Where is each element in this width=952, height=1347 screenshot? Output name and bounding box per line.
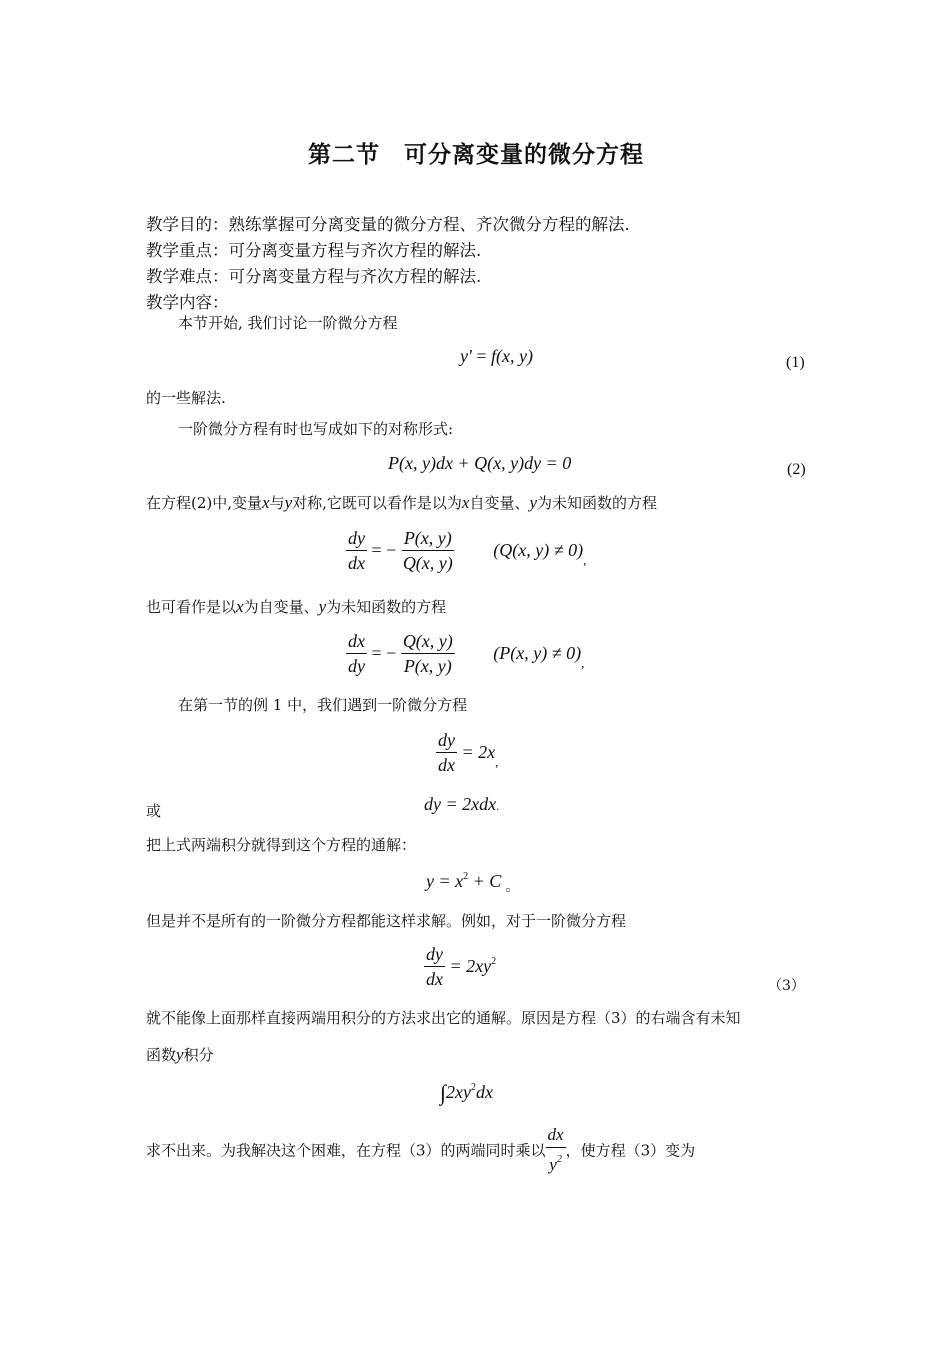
comma: , xyxy=(583,552,587,568)
para4-e: 为未知函数的方程 xyxy=(537,494,658,512)
fraction-q-over-p xyxy=(401,630,455,677)
exponent: 2 xyxy=(556,1154,562,1165)
teaching-difficult-points: 教学难点：可分离变量方程与齐次方程的解法. xyxy=(146,267,482,286)
paragraph-intro: 本节开始, 我们讨论一阶微分方程 xyxy=(178,314,398,332)
fraction-dy-dx xyxy=(436,729,457,776)
equation-dydx xyxy=(346,527,586,574)
fraction-dx-over-y2 xyxy=(546,1124,566,1176)
sol-b: + C xyxy=(468,871,502,891)
eq1-equals: = xyxy=(471,346,491,366)
numerator: dy xyxy=(436,729,457,753)
integral-sign: ∫ xyxy=(440,1080,447,1105)
or-word: 或 xyxy=(146,802,162,820)
para4-d: 自变量、 xyxy=(469,494,530,512)
denominator: dx xyxy=(438,755,455,775)
var-y: y xyxy=(529,493,538,512)
denominator: dx xyxy=(426,969,443,989)
denominator: P(x, y) xyxy=(403,656,452,676)
numerator: dy xyxy=(424,943,445,967)
numerator: dx xyxy=(346,630,367,654)
period: 。 xyxy=(505,880,520,895)
equation-example-1b xyxy=(424,794,499,815)
para10-a: 函数 xyxy=(146,1046,177,1064)
teaching-key-points: 教学重点：可分离变量方程与齐次方程的解法. xyxy=(146,241,482,260)
equation-2: P(x, y)dx + Q(x, y)dy = 0 xyxy=(388,453,572,473)
var-y: y xyxy=(176,1045,184,1064)
page-title: 第二节 可分离变量的微分方程 xyxy=(308,142,644,168)
para5-b: 为自变量、 xyxy=(243,598,319,616)
equation-number-3: （3） xyxy=(768,978,805,994)
denominator: y xyxy=(549,1155,557,1174)
equals-minus: = − xyxy=(371,540,397,560)
sol-a: y = x xyxy=(426,871,464,891)
var-y: y xyxy=(318,597,327,616)
equation-general-solution xyxy=(426,871,519,896)
fraction-dx-dy xyxy=(346,630,367,677)
exponent: 2 xyxy=(471,1082,477,1093)
comma: , xyxy=(495,754,499,770)
eq1-f: f xyxy=(491,346,497,366)
paragraph-symmetric-form: 一阶微分方程有时也写成如下的对称形式: xyxy=(178,420,454,438)
paragraph-cannot-integrate: 就不能像上面那样直接两端用积分的方法求出它的通解。原因是方程（3）的右端含有未知 xyxy=(146,1009,741,1027)
rhs: = 2x xyxy=(461,742,496,762)
fraction-dy-dx xyxy=(346,527,367,574)
var-y: y xyxy=(284,493,293,512)
paragraph-example: 在第一节的例 1 中，我们遇到一阶微分方程 xyxy=(178,696,468,714)
para4-a: 在方程(2)中,变量 xyxy=(146,494,263,512)
equation-1 xyxy=(460,346,533,367)
equals-minus: = − xyxy=(371,643,397,663)
paragraph-alternative xyxy=(146,596,446,617)
paragraph-not-all: 但是并不是所有的一阶微分方程都能这样求解。例如，对于一阶微分方程 xyxy=(146,912,627,930)
paragraph-function-integral xyxy=(146,1044,214,1065)
denominator: Q(x, y) xyxy=(402,553,453,573)
condition: (P(x, y) ≠ 0) xyxy=(493,643,582,663)
para5-c: 为未知函数的方程 xyxy=(326,598,447,616)
condition: (Q(x, y) ≠ 0) xyxy=(493,540,584,560)
var-x: x xyxy=(461,493,470,512)
denominator: dx xyxy=(348,553,365,573)
paragraph-integrate: 把上式两端积分就得到这个方程的通解： xyxy=(146,836,417,854)
paragraph-symmetry xyxy=(146,492,657,513)
rhs: = 2xy xyxy=(449,956,492,976)
exponent: 2 xyxy=(491,956,497,967)
numerator: Q(x, y) xyxy=(401,630,455,654)
equation-number-1: (1) xyxy=(786,354,805,371)
integrand-b: dx xyxy=(476,1082,494,1102)
para11-a: 求不出来。为我解决这个困难，在方程（3）的两端同时乘以 xyxy=(146,1141,546,1160)
para10-b: 积分 xyxy=(183,1046,214,1064)
exponent: 2 xyxy=(463,871,469,882)
para5-a: 也可看作是以 xyxy=(146,598,237,616)
fraction-p-over-q xyxy=(401,527,455,574)
integral-expression xyxy=(440,1080,493,1106)
var-x: x xyxy=(236,597,244,616)
teaching-objective: 教学目的：熟练掌握可分离变量的微分方程、齐次微分方程的解法. xyxy=(146,215,630,234)
integrand-a: 2xy xyxy=(446,1082,472,1102)
paragraph-some-methods: 的一些解法. xyxy=(146,389,226,407)
eq-text: dy = 2xdx xyxy=(424,794,497,814)
equation-3 xyxy=(424,943,496,990)
equation-example-1 xyxy=(436,729,498,776)
para4-b: 与 xyxy=(269,494,285,512)
eq1-args: (x, y) xyxy=(496,346,533,366)
numerator: P(x, y) xyxy=(402,527,454,551)
equation-number-2: (2) xyxy=(787,461,806,478)
paragraph-multiply xyxy=(146,1124,695,1176)
numerator: dx xyxy=(546,1124,566,1148)
para11-b: ，使方程（3）变为 xyxy=(565,1141,696,1160)
equation-dxdy xyxy=(346,630,584,677)
para4-c: 对称,它既可以看作是以为 xyxy=(292,494,462,512)
teaching-content-heading: 教学内容： xyxy=(146,293,229,312)
period: . xyxy=(496,799,500,813)
numerator: dy xyxy=(346,527,367,551)
comma: , xyxy=(581,655,585,671)
eq1-lhs: y' xyxy=(460,346,472,366)
fraction-dy-dx xyxy=(424,943,445,990)
var-x: x xyxy=(262,493,270,512)
denominator: dy xyxy=(348,656,365,676)
